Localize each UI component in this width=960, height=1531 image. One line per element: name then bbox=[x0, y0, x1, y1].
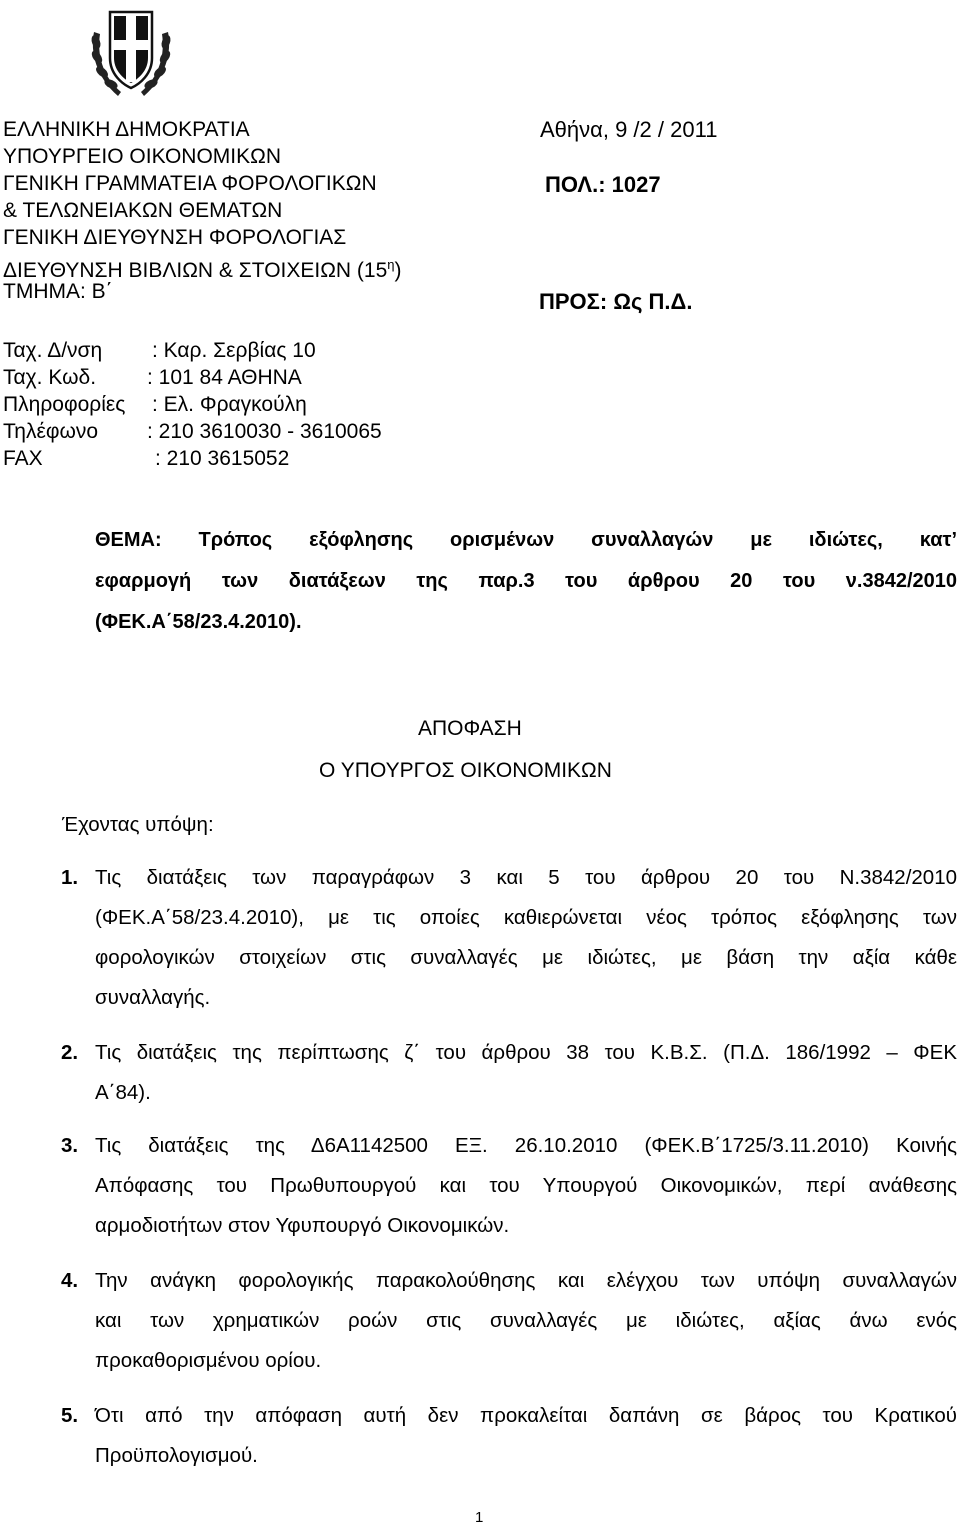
pol-number: ΠΟΛ.: 1027 bbox=[545, 172, 661, 197]
item-3-text bbox=[95, 1126, 957, 1246]
issuer-line-5: ΓΕΝΙΚΗ ΔΙΕΥΘΥΝΣΗ ΦΟΡΟΛΟΓΙΑΣ bbox=[3, 226, 347, 249]
item-2-number: 2. bbox=[61, 1041, 79, 1064]
document-date: Αθήνα, 9 /2 / 2011 bbox=[540, 117, 718, 142]
greek-coat-of-arms-emblem bbox=[88, 2, 174, 102]
subject-line-2: εφαρμογή των διατάξεων της παρ.3 του άρθρου 20 του ν.3842/2010 bbox=[95, 570, 957, 592]
contact-value-address: : Καρ. Σερβίας 10 bbox=[152, 339, 316, 362]
directorate-superscript: η bbox=[387, 257, 395, 272]
decision-title: ΑΠΟΦΑΣΗ bbox=[418, 717, 522, 740]
contact-value-postcode: : 101 84 ΑΘΗΝΑ bbox=[147, 366, 302, 389]
item-2-line-1: Τις διατάξεις της περίπτωσης ζ΄ του άρθρου 38 του Κ.Β.Σ. (Π.Δ. 186/1992 – ΦΕΚ bbox=[95, 1041, 957, 1064]
item-2-line-2: Α΄84). bbox=[95, 1081, 151, 1104]
issuer-line-1: ΕΛΛΗΝΙΚΗ ΔΗΜΟΚΡΑΤΙΑ bbox=[3, 118, 250, 141]
having-regard: Έχοντας υπόψη: bbox=[62, 813, 214, 836]
subject-line-3: (ΦΕΚ.Α΄58/23.4.2010). bbox=[95, 611, 302, 633]
item-5-text bbox=[95, 1396, 957, 1476]
item-3-number: 3. bbox=[61, 1134, 79, 1157]
recipients: ΠΡΟΣ: Ως Π.Δ. bbox=[539, 289, 693, 314]
subject-line-1: ΘΕΜΑ: Τρόπος εξόφλησης ορισμένων συναλλαγών με ιδιώτες, κατ’ bbox=[95, 529, 957, 551]
item-4-line-3: προκαθορισμένου ορίου. bbox=[95, 1349, 322, 1372]
item-1-line-4: συναλλαγής. bbox=[95, 986, 211, 1009]
item-1-line-3: φορολογικών στοιχείων στις συναλλαγές με ιδιώτες, με βάση την αξία κάθε bbox=[95, 946, 957, 969]
page-number: 1 bbox=[475, 1509, 484, 1526]
contact-label-address: Ταχ. Δ/νση bbox=[3, 339, 103, 362]
item-2-text bbox=[95, 1033, 957, 1113]
item-5-number: 5. bbox=[61, 1404, 79, 1427]
issuer-section: ΤΜΗΜΑ: Β΄ bbox=[3, 280, 113, 303]
item-4-number: 4. bbox=[61, 1269, 79, 1292]
contact-value-info: : Ελ. Φραγκούλη bbox=[152, 393, 307, 416]
item-5-line-1: Ότι από την απόφαση αυτή δεν προκαλείται δαπάνη σε βάρος του Κρατικού bbox=[95, 1404, 957, 1427]
item-1-number: 1. bbox=[61, 866, 79, 889]
contact-label-fax: FAX bbox=[3, 447, 43, 470]
contact-label-phone: Τηλέφωνο bbox=[3, 420, 99, 443]
item-1-text bbox=[95, 858, 957, 1018]
item-4-text bbox=[95, 1261, 957, 1381]
issuer-line-4: & ΤΕΛΩΝΕΙΑΚΩΝ ΘΕΜΑΤΩΝ bbox=[3, 199, 283, 222]
issuer-line-3: ΓΕΝΙΚΗ ΓΡΑΜΜΑΤΕΙΑ ΦΟΡΟΛΟΓΙΚΩΝ bbox=[3, 172, 377, 195]
item-3-line-2: Απόφασης του Πρωθυπουργού και του Υπουργού Οικονομικών, περί ανάθεσης bbox=[95, 1174, 957, 1197]
contact-label-info: Πληροφορίες bbox=[3, 393, 126, 416]
contact-value-phone: : 210 3610030 - 3610065 bbox=[147, 420, 382, 443]
issuer-line-2: ΥΠΟΥΡΓΕΙΟ ΟΙΚΟΝΟΜΙΚΩΝ bbox=[3, 145, 281, 168]
item-3-line-3: αρμοδιοτήτων στον Υφυπουργό Οικονομικών. bbox=[95, 1214, 510, 1237]
contact-label-postcode: Ταχ. Κωδ. bbox=[3, 366, 97, 389]
item-4-line-1: Την ανάγκη φορολογικής παρακολούθησης και ελέγχου των υπόψη συναλλαγών bbox=[95, 1269, 957, 1292]
item-1-line-2: (ΦΕΚ.Α΄58/23.4.2010), με τις οποίες καθιερώνεται νέος τρόπος εξόφλησης των bbox=[95, 906, 957, 929]
item-5-line-2: Προϋπολογισμού. bbox=[95, 1444, 258, 1467]
issuer-directorate: ΔΙΕΥΘΥΝΣΗ ΒΙΒΛΙΩΝ & ΣΤΟΙΧΕΙΩΝ $(15^\eta)$ bbox=[3, 257, 402, 282]
item-1-line-1: Τις διατάξεις των παραγράφων 3 και 5 του άρθρου 20 του Ν.3842/2010 bbox=[95, 866, 957, 889]
contact-value-fax: : 210 3615052 bbox=[155, 447, 290, 470]
item-3-line-1: Τις διατάξεις της Δ6Α1142500 ΕΞ. 26.10.2010 (ΦΕΚ.Β΄1725/3.11.2010) Κοινής bbox=[95, 1134, 957, 1157]
item-4-line-2: και των χρηματικών ροών στις συναλλαγές με ιδιώτες, αξίας άνω ενός bbox=[95, 1309, 957, 1332]
minister-title: Ο ΥΠΟΥΡΓΟΣ ΟΙΚΟΝΟΜΙΚΩΝ bbox=[319, 759, 612, 782]
